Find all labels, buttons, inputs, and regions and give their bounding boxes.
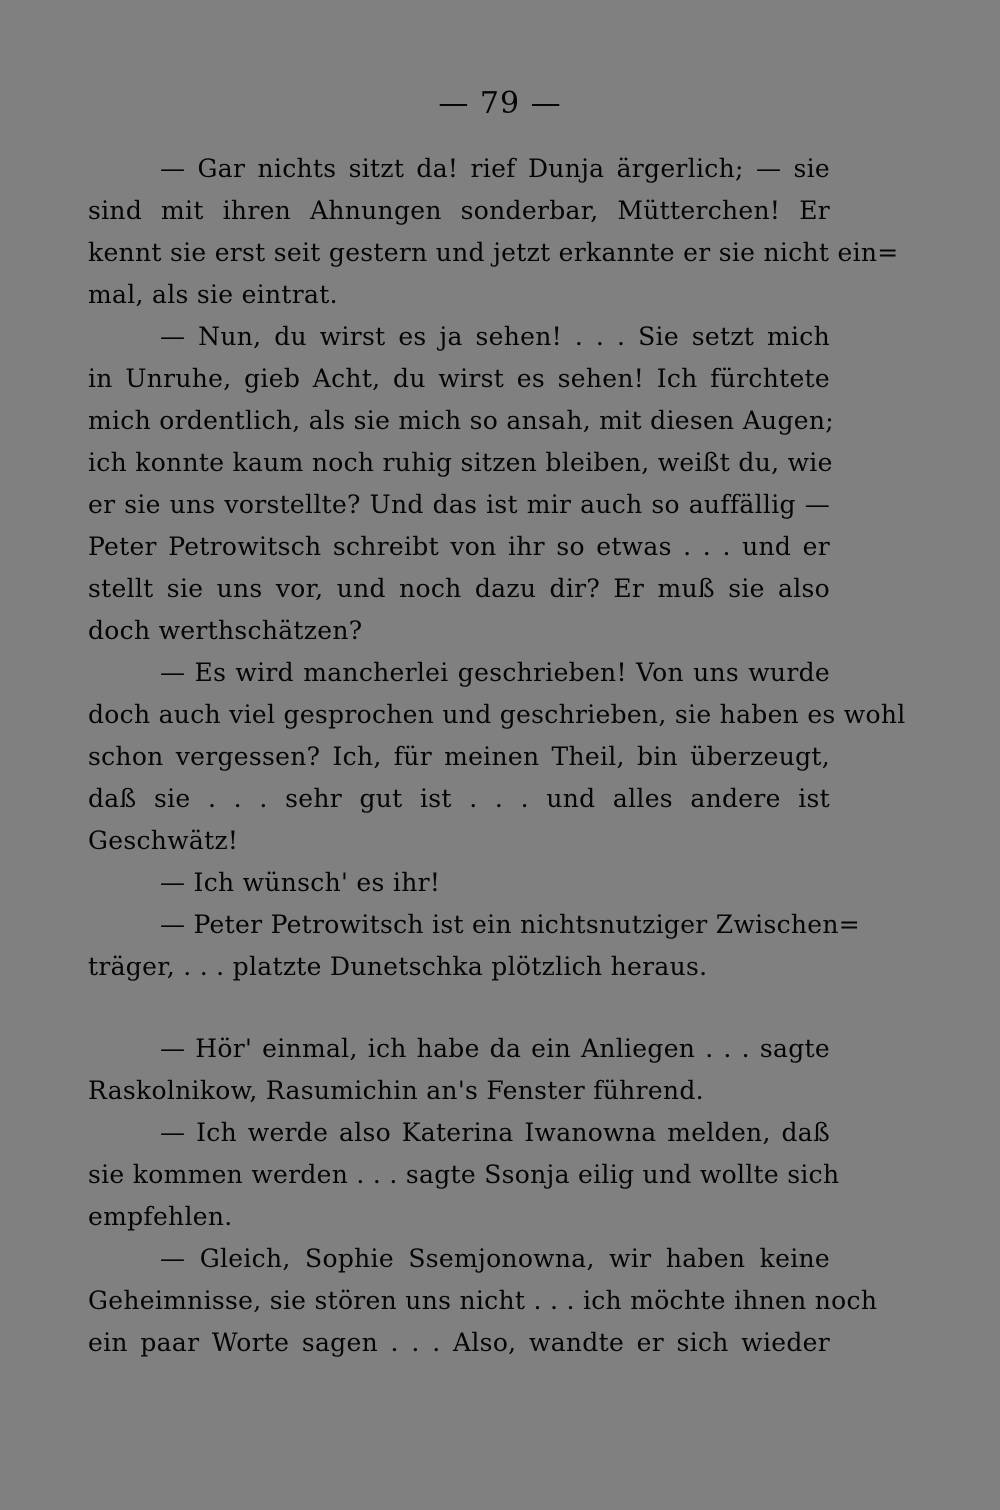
text-line: ich konnte kaum noch ruhig sitzen bleiben, weißt du, wie xyxy=(88,448,833,477)
text-line: — Es wird mancherlei geschrieben! Von uns wurde xyxy=(160,658,830,687)
text-line: — Hör' einmal, ich habe da ein Anliegen . . . sagte xyxy=(160,1034,830,1063)
text-line: Peter Petrowitsch schreibt von ihr so etwas . . . und er xyxy=(88,532,830,561)
text-line: sind mit ihren Ahnungen sonderbar, Mütterchen! Er xyxy=(88,196,830,225)
text-line: Geheimnisse, sie stören uns nicht . . . ich möchte ihnen noch xyxy=(88,1286,878,1315)
text-line: träger, . . . platzte Dunetschka plötzlich heraus. xyxy=(88,952,708,981)
text-line: doch werthschätzen? xyxy=(88,616,363,645)
text-line: mich ordentlich, als sie mich so ansah, mit diesen Augen; xyxy=(88,406,834,435)
text-line: — Gar nichts sitzt da! rief Dunja ärgerlich; — sie xyxy=(160,154,830,183)
body-text xyxy=(88,148,906,1364)
text-line: doch auch viel gesprochen und geschrieben, sie haben es wohl xyxy=(88,700,906,729)
text-line: schon vergessen? Ich, für meinen Theil, bin überzeugt, xyxy=(88,742,830,771)
text-line: mal, als sie eintrat. xyxy=(88,280,338,309)
text-line: kennt sie erst seit gestern und jetzt erkannte er sie nicht ein= xyxy=(88,238,899,267)
text-line: daß sie . . . sehr gut ist . . . und alles andere ist xyxy=(88,784,830,813)
text-line: Geschwätz! xyxy=(88,826,239,855)
text-line: — Gleich, Sophie Ssemjonowna, wir haben keine xyxy=(160,1244,830,1273)
text-line: sie kommen werden . . . sagte Ssonja eilig und wollte sich xyxy=(88,1160,840,1189)
text-line: — Peter Petrowitsch ist ein nichtsnutziger Zwischen= xyxy=(160,910,861,939)
text-line: er sie uns vorstellte? Und das ist mir auch so auffällig — xyxy=(88,490,830,519)
text-line: in Unruhe, gieb Acht, du wirst es sehen! Ich fürchtete xyxy=(88,364,830,393)
text-line: stellt sie uns vor, und noch dazu dir? Er muß sie also xyxy=(88,574,830,603)
text-line: ein paar Worte sagen . . . Also, wandte er sich wieder xyxy=(88,1328,830,1357)
text-line: empfehlen. xyxy=(88,1202,233,1231)
section-gap xyxy=(88,988,830,1028)
text-line: — Ich werde also Katerina Iwanowna melden, daß xyxy=(160,1118,830,1147)
text-line: — Nun, du wirst es ja sehen! . . . Sie setzt mich xyxy=(160,322,830,351)
text-line: Raskolnikow, Rasumichin an's Fenster führend. xyxy=(88,1076,704,1105)
text-line: — Ich wünsch' es ihr! xyxy=(160,868,441,897)
page-number: — 79 — xyxy=(438,86,562,121)
